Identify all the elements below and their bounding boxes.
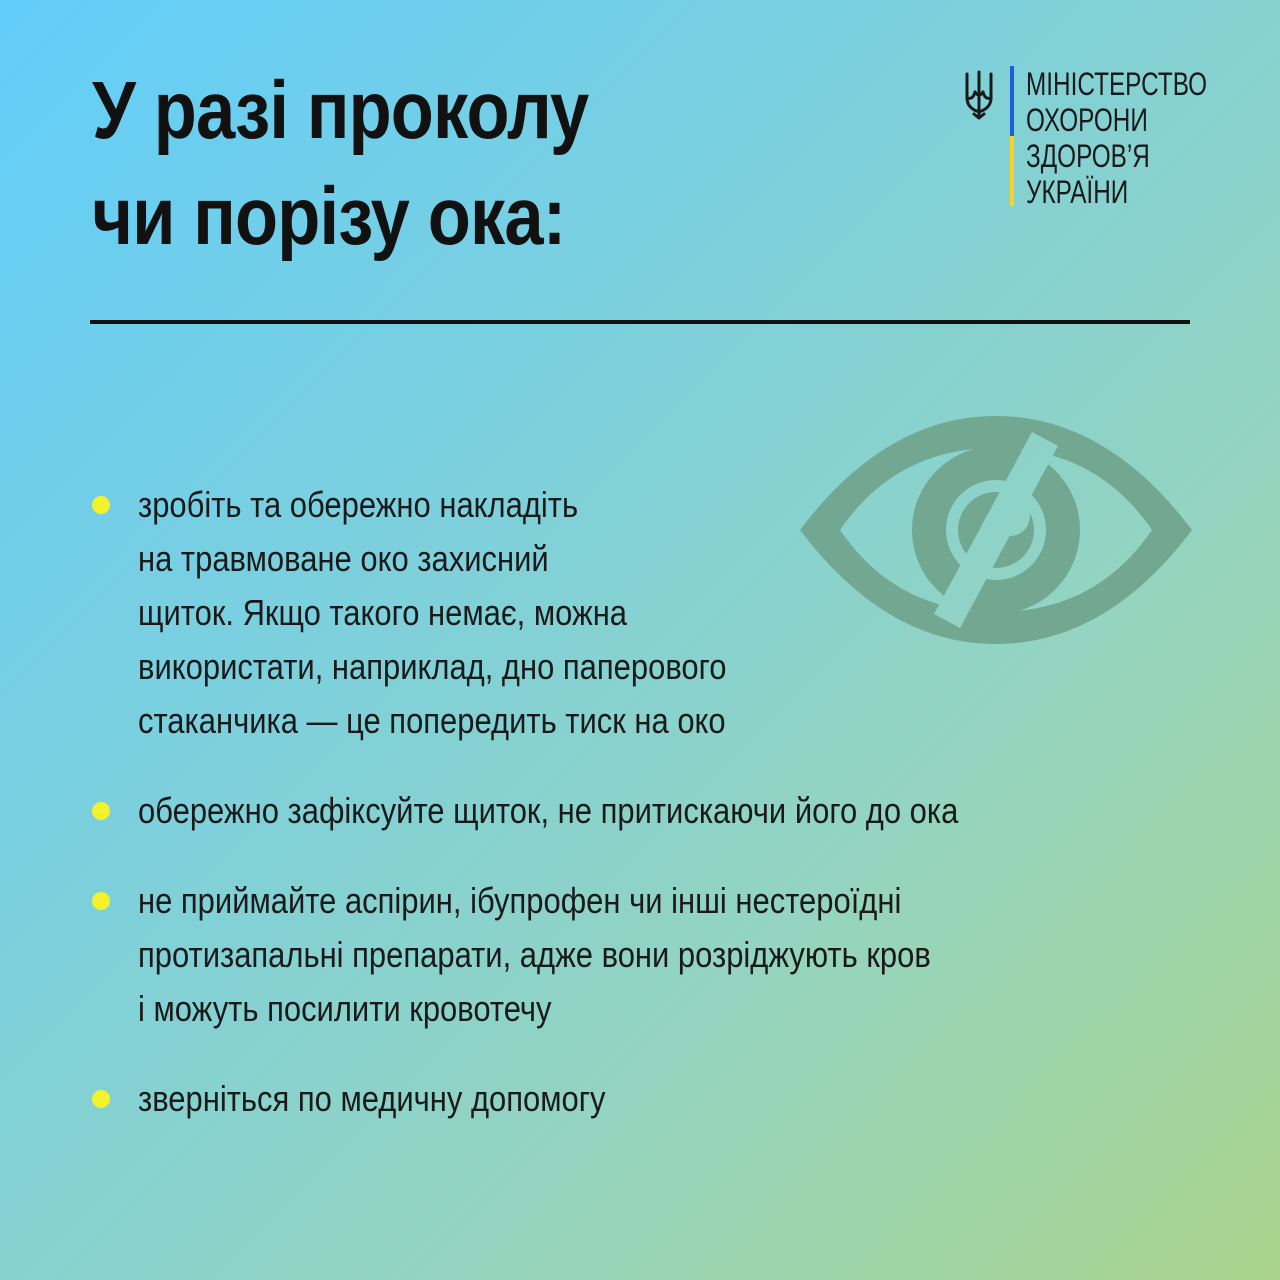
title-divider <box>90 320 1190 324</box>
text-line: щиток. Якщо такого немає, можна <box>138 592 628 633</box>
text-line: використати, наприклад, дно паперового <box>138 646 727 687</box>
text-line: на травмоване око захисний <box>138 538 549 579</box>
list-item <box>92 1072 1242 1126</box>
list-item-text <box>138 478 1087 748</box>
list-item <box>92 478 1242 748</box>
ministry-name-line: УКРАЇНИ <box>1026 174 1129 210</box>
text-line: протизапальні препарати, адже вони розріджують кров <box>138 934 931 975</box>
text-line: зробіть та обережно накладіть <box>138 484 579 525</box>
advice-list <box>92 478 1242 1126</box>
page-title <box>92 58 588 270</box>
bullet-icon <box>92 1090 110 1108</box>
bullet-icon <box>92 892 110 910</box>
trident-icon <box>962 68 996 122</box>
list-item <box>92 784 1242 838</box>
ministry-logo <box>962 66 1264 210</box>
list-item-text <box>138 784 1087 838</box>
text-line: і можуть посилити кровотечу <box>138 988 552 1029</box>
bullet-icon <box>92 802 110 820</box>
list-item-text <box>138 1072 1087 1126</box>
ministry-name-line: ОХОРОНИ <box>1026 102 1148 138</box>
logo-color-bar <box>1010 66 1014 206</box>
ministry-name <box>1026 66 1207 210</box>
text-line: не приймайте аспірин, ібупрофен чи інші нестероїдні <box>138 880 902 921</box>
text-line: зверніться по медичну допомогу <box>138 1078 606 1119</box>
text-line: стаканчика — це попередить тиск на око <box>138 700 726 741</box>
title-line: У разі проколу <box>92 65 589 156</box>
ministry-name-line: ЗДОРОВ’Я <box>1026 138 1150 174</box>
list-item-text <box>138 874 1087 1036</box>
list-item <box>92 874 1242 1036</box>
bullet-icon <box>92 496 110 514</box>
title-line: чи порізу ока: <box>92 171 566 262</box>
ministry-name-line: МІНІСТЕРСТВО <box>1026 66 1208 102</box>
text-line: обережно зафіксуйте щиток, не притискаючи його до ока <box>138 790 959 831</box>
